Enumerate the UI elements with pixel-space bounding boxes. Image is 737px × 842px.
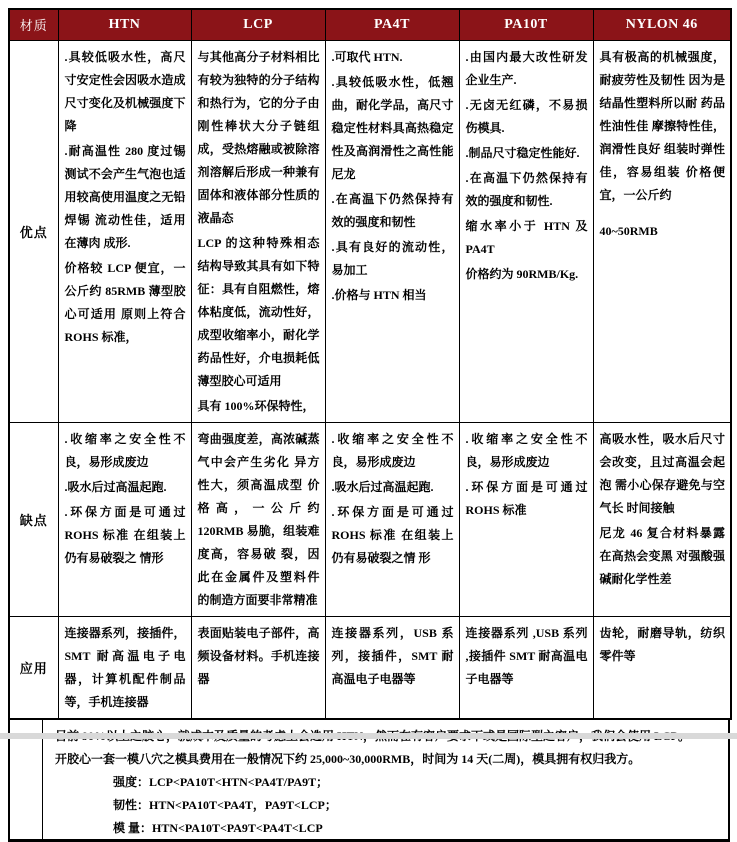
material-comparison-document	[8, 8, 730, 842]
header-col-htn: HTN	[58, 9, 191, 40]
summary-notes: 开胶心一套一模八穴之模具费用在一般情况下约 25,000~30,000RMB，时间为 14 天(二周)，模具拥有权归我方。	[55, 751, 641, 766]
cell-advantages-pa10t: .由国内最大改性研发企业生产. .无卤无红磷，不易损伤模具. .制品尺寸稳定性能好. .在高温下仍然保持有效的强度和韧性. 缩水率小于 HTN 及 PA4T 价格约为 90RMB/Kg.	[459, 40, 593, 422]
header-col-lcp: LCP	[191, 9, 325, 40]
cell-applications-htn: 连接器系列，接插件，SMT 耐高温电子电器，计算机配件制品等，手机连接器	[58, 616, 191, 719]
cell-advantages-pa4t: .可取代 HTN. .具较低吸水性，低翘曲，耐化学品，高尺寸稳定性材料具高热稳定性及高润滑性之高性能尼龙 .在高温下仍然保持有效的强度和韧性 .具有良好的流动性，易加工 .价格与 HTN 相当	[325, 40, 459, 422]
header-col-pa10t: PA10T	[459, 9, 593, 40]
row-label-disadvantages: 缺点	[9, 422, 58, 616]
cell-advantages-htn: .具较低吸水性，高尺寸安定性会因吸水造成尺寸变化及机械强度下降 .耐高温性 280 度过锡测试不会产生气泡也适用较高使用温度之无铅焊锡 流动性佳，适用在薄肉 成形. 价格较 LCP 便宜，一公斤约 85RMB 薄型胶心可适用 原则上符合 ROHS 标准，	[58, 40, 191, 422]
cell-applications-pa4t: 连接器系列，USB 系列，接插件，SMT 耐高温电子电器等	[325, 616, 459, 719]
summary-formulas: 强度：LCP<PA10T<HTN<PA4T/PA9T； 韧性：HTN<PA10T<PA4T，PA9T<LCP； 模 量：HTN<PA10T<PA9T<PA4T<LCP	[113, 774, 337, 835]
material-comparison-table	[8, 8, 732, 720]
cell-advantages-lcp: 与其他高分子材料相比有较为独特的分子结构和热行为，它的分子由刚性棒状大分子链组成，受热熔融或被除溶剂溶解后形成一种兼有固体和液体部分性质的液晶态 LCP 的这种特殊相态结构导致其具有如下特征：具有自阻燃性，熔体粘度低，流动性好，成型收缩率小，耐化学药品性好，介电损耗低 薄型胶心可适用 具有 100%环保特性，	[191, 40, 325, 422]
cell-disadvantages-htn: .收缩率之安全性不良，易形成废边 .吸水后过高温起跑. .环保方面是可通过 ROHS 标准 在组装上仍有易破裂之 情形	[58, 422, 191, 616]
cell-applications-lcp: 表面贴装电子部件，高频设备材料。手机连接器	[191, 616, 325, 719]
cell-disadvantages-pa4t: .收缩率之安全性不良，易形成废边 .吸水后过高温起跑. .环保方面是可通过 ROHS 标准 在组装上仍有易破裂之情 形	[325, 422, 459, 616]
header-col-nylon46: NYLON 46	[593, 9, 731, 40]
advantages-row	[9, 40, 731, 422]
cell-disadvantages-pa10t: .收缩率之安全性不良，易形成废边 .环保方面是可通过 ROHS 标准	[459, 422, 593, 616]
cell-applications-pa10t: 连接器系列 ,USB 系列 ,接插件 SMT 耐高温电子电器等	[459, 616, 593, 719]
cell-disadvantages-lcp: 弯曲强度差，高浓碱蒸气中会产生劣化 异方性大，须高温成型 价格高，一公斤约 120RMB 易脆，组装难度高，容易破 裂，因此在金属件及塑料件 的制造方面要非常精准	[191, 422, 325, 616]
disadvantages-row	[9, 422, 731, 616]
header-col-pa4t: PA4T	[325, 9, 459, 40]
row-label-applications: 应用	[9, 616, 58, 719]
page-bottom-edge	[0, 733, 737, 739]
row-label-advantages: 优点	[9, 40, 58, 422]
applications-row	[9, 616, 731, 719]
cell-disadvantages-nylon46: 高吸水性，吸水后尺寸会改变，且过高温会起泡 需小心保存避免与空气长 时间接触 尼龙 46 复合材料暴露在高热会变黑 对强酸强碱耐化学性差	[593, 422, 731, 616]
cell-applications-nylon46: 齿轮，耐磨导轨，纺织零件等	[593, 616, 731, 719]
cell-advantages-nylon46: 具有极高的机械强度，耐疲劳性及韧性 因为是结晶性塑料所以耐 药品性油性佳 摩擦特性佳，润滑性良好 组装时弹性佳，容易组装 价格便宜，一公斤约 40~50RMB	[593, 40, 731, 422]
header-row	[9, 9, 731, 40]
header-material-label: 材质	[9, 9, 58, 40]
